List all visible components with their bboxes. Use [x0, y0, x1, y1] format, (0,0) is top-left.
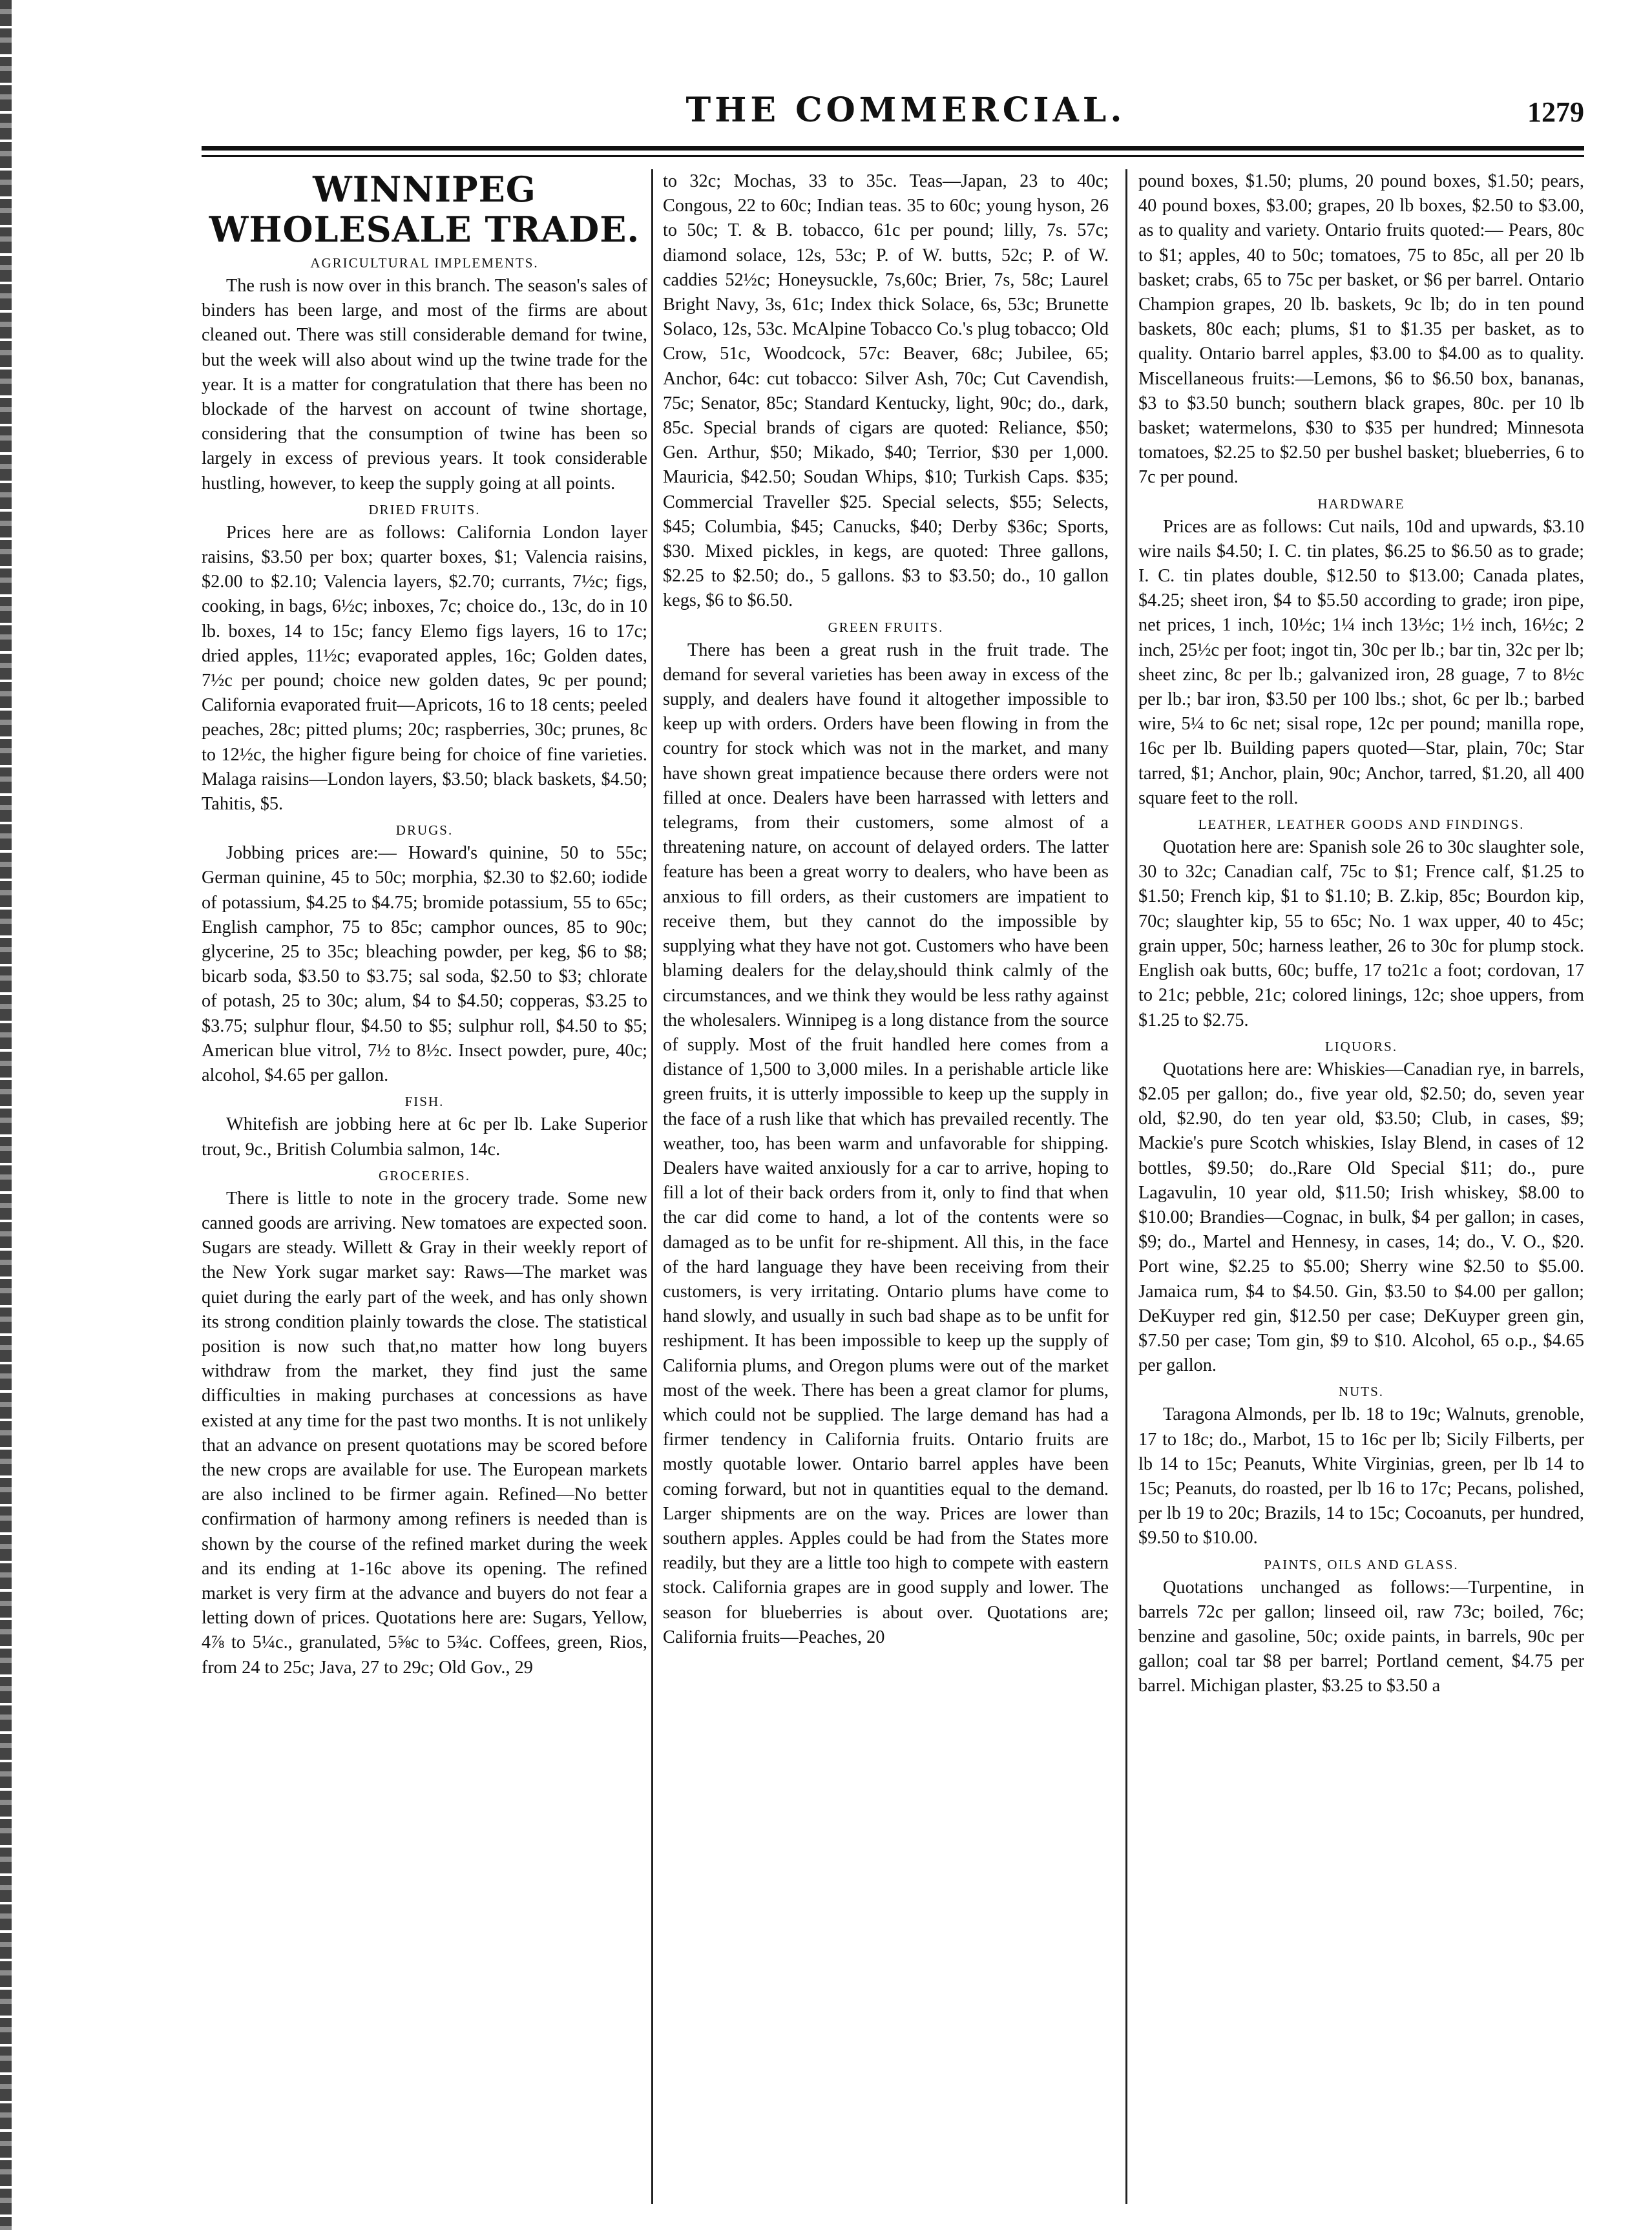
- header-rule-thin: [202, 155, 1584, 157]
- section-text: Prices here are as follows: California London layer raisins, $3.50 per box; quarter boxes, $1; Valencia raisins, $2.00 to $2.10; Valencia layers, $2.70; currants, 7½c; figs, cooking, in bags, 6½c; inboxes, 7c; choice do., 13c, do in 10 lb. boxes, 14 to 15c; fancy Elemo figs layers, 16 to 17c; dried apples, 11½c; evaporated apples, 16c; Golden dates, 7½c per pound; choice new golden dates, 9c per pound; California evaporated fruit—Apricots, 16 to 18 cents; peeled peaches, 28c; pitted plums; 20c; raspberries, 30c; prunes, 8c to 12½c, the higher figure being for choice of fine varieties. Malaga raisins—London layers, $3.50; black baskets, $4.50; Tahitis, $5.: [202, 522, 647, 815]
- section-heading: FISH.: [404, 1094, 444, 1110]
- section-text: Prices are as follows: Cut nails, 10d and upwards, $3.10 wire nails $4.50; I. C. tin plates, $6.25 to $6.50 as to grade; I. C. tin plates double, $12.50 to $13.00; Canada plates, $4.25; sheet iron, $4 to $5.50 according to grade; iron pipe, net prices, 1 inch, 10½c; 1¼ inch 13½c; 1½ inch, 16½c; 2 inch, 25½c per foot; ingot tin, 30c per lb.; bar tin, 32c per lb; sheet zinc, 8c per lb.; galvanized iron, 28 guage, 7 to 8½c per lb.; bar iron, $3.50 per 100 lbs.; shot, 6c per lb.; barbed wire, 5¼ to 6c net; sisal rope, 12c per pound; manilla rope, 16c per lb. Building papers quoted—Star, plain, 70c; Star tarred, $1; Anchor, plain, 90c; Anchor, tarred, $1.20, all 400 square feet to the roll.: [1138, 516, 1584, 808]
- section-heading: LIQUORS.: [1324, 1038, 1398, 1054]
- section-text-continued: pound boxes, $1.50; plums, 20 pound boxes, $1.50; pears, 40 pound boxes, $3.00; grapes, 20 lb boxes, $2.50 to $3.00, as to quality and variety. Ontario fruits quoted:— Pears, 80c to $1; apples, 40 to 50c; tomatoes, 75 to 85c, all per 20 lb basket; crabs, 65 to 75c per basket, or $6 per barrel. Ontario Champion grapes, 20 lb. baskets, 9c lb; do in ten pound baskets, 80c each; plums, $1 to $1.35 per basket, as to quality. Ontario barrel apples, $3.00 to $4.00 as to quality. Miscellaneous fruits:—Lemons, $6 to $6.50 box, bananas, $3 to $3.50 bunch; southern black grapes, 80c. per 10 lb basket; watermelons, $30 to $35 per hundred; Minnesota tomatoes, $2.25 to $2.50 per bushel basket; blueberries, 6 to 7c per pound.: [1138, 171, 1584, 488]
- section-heading: DRIED FRUITS.: [368, 501, 481, 517]
- header-rule-thick: [202, 146, 1584, 151]
- section-text: Whitefish are jobbing here at 6c per lb. Lake Superior trout, 9c., British Columbia salmon, 14c.: [202, 1114, 647, 1160]
- column-2: [663, 169, 1109, 2204]
- section-text: Quotations unchanged as follows:—Turpentine, in barrels 72c per gallon; linseed oil, raw 73c; boiled, 76c; benzine and gasoline, 50c; oxide paints, in barrels, 90c per gallon; coal tar $8 per barrel; Portland cement, $4.75 per barrel. Michigan plaster, $3.25 to $3.50 a: [1138, 1577, 1584, 1696]
- section-text: There is little to note in the grocery trade. Some new canned goods are arriving. New tomatoes are expected soon. Sugars are steady. Willett & Gray in their weekly report of the New York sugar market say: Raws—The market was quiet during the early part of the week, and has only shown its strong condition plainly towards the close. The statistical position is now such that,no matter how long buyers withdraw from the market, they find just the same difficulties in making purchases at concessions as have existed at any time for the past two months. It is not unlikely that an advance on present quotations may be scored before the new crops are available for use. The European markets are also inclined to be firmer again. Refined—No better confirmation of harmony among refiners is needed than is shown by the course of the refined market during the week and its ending at 1-16c above its opening. The refined market is very firm at the advance and buyers do not fear a letting down of prices. Quotations here are: Sugars, Yellow, 4⅞ to 5¼c., granulated, 5⅝c to 5¾c. Coffees, green, Rios, from 24 to 25c; Java, 27 to 29c; Old Gov., 29: [202, 1188, 647, 1678]
- section-text: Jobbing prices are:— Howard's quinine, 50 to 55c; German quinine, 45 to 50c; morphia, $2.30 to $2.60; iodide of potassium, $4.25 to $4.75; bromide potassium, 55 to 65c; English camphor, 75 to 85c; camphor ounces, 85 to 90c; glycerine, 25 to 35c; bleaching powder, per keg, $6 to $8; bicarb soda, $3.50 to $3.75; sal soda, $2.50 to $3; chlorate of potash, 25 to 30c; alum, $4 to $4.50; copperas, $3.25 to $3.75; sulphur flour, $4.50 to $5; sulphur roll, $4.50 to $5; American blue vitrol, 7½ to 8½c. Insect powder, pure, 40c; alcohol, $4.65 per gallon.: [202, 843, 647, 1086]
- column-divider: [651, 169, 653, 2204]
- section-heading: NUTS.: [1338, 1384, 1385, 1400]
- section-text: There has been a great rush in the fruit trade. The demand for several varieties has been away in excess of the supply, and dealers have found it altogether impossible to keep up with orders. Orders have been flowing in from the country for stock which was not in the market, and many have shown great impatience because there orders were not filled at once. Dealers have been harrassed with letters and telegrams, from their customers, some almost of a threatening nature, on account of delayed orders. The latter feature has been a great worry to dealers, who have been as anxious to fill orders, as their customers are impatient to receive them, but they cannot do the impossible by supplying what they have not got. Customers who have been blaming dealers for the delay,should think calmly of the circumstances, and we think they would be less rathy against the wholesalers. Winnipeg is a long distance from the source of supply. Most of the fruit handled here comes from a distance of 1,500 to 3,000 miles. In a perishable article like green fruits, it is utterly impossible to keep up the supply in the face of a rush like that which has prevailed recently. The weather, too, has been warm and unfavorable for shipping. Dealers have waited anxiously for a car to arrive, hoping to fill a lot of their back orders from it, only to find that when the car did come to hand, a lot of the contents were so damaged as to be unfit for re-shipment. All this, in the face of the hard language they have been receiving from their customers, is very irritating. Ontario plums have come to hand slowly, and usually in such bad shape as to be unfit for reshipment. It has been impossible to keep up the supply of California plums, and Oregon plums were out of the market most of the week. There has been a great clamor for plums, which could not be supplied. The large demand has had a firmer tendency in California fruits. Ontario fruits are mostly quotable lower. Ontario barrel apples have been coming forward, but not in quantities equal to the demand. Larger shipments are on the way. Prices are lower than southern apples. Apples could be had from the States more readily, but they are a little too high to compete with eastern stock. California grapes are in good supply and lower. The season for blueberries is about over. Quotations are; California fruits—Peaches, 20: [663, 640, 1109, 1647]
- publication-title: THE COMMERCIAL.: [685, 90, 1126, 130]
- section-text: Taragona Almonds, per lb. 18 to 19c; Walnuts, grenoble, 17 to 18c; do., Marbot, 15 to 16c per lb; Sicily Filberts, per lb 14 to 15c; Peanuts, White Virginias, green, per lb 14 to 15c; Peanuts, do roasted, per lb 16 to 17c; Pecans, polished, per lb 19 to 20c; Brazils, 14 to 15c; Cocoanuts, per hundred, $9.50 to $10.00.: [1138, 1404, 1584, 1548]
- section-text: Quotation here are: Spanish sole 26 to 30c slaughter sole, 30 to 32c; Canadian calf, 75c to $1; Frence calf, $1.25 to $1.50; French kip, $1 to $1.10; B. Z.kip, 85c; Bourdon kip, 70c; slaughter kip, 55 to 65c; No. 1 wax upper, 40 to 45c; grain upper, 50c; harness leather, 26 to 30c for plump stock. English oak butts, 60c; buffe, 17 to21c a foot; cordovan, 17 to 21c; pebble, 21c; colored linings, 12c; shoe uppers, from $1.25 to $2.75.: [1138, 837, 1584, 1030]
- section-heading: GROCERIES.: [379, 1167, 470, 1183]
- section-text: The rush is now over in this branch. The season's sales of binders has been large, and most of the firms are about cleaned out. There was still considerable demand for twine, but the week will also about wind up the twine trade for the year. It is a matter for congratulation that there has been no blockade of the harvest on account of twine shortage, considering that the consumption of twine has been so largely in excess of previous years. It took considerable hustling, however, to keep the supply going at all points.: [202, 276, 647, 494]
- masthead: [202, 90, 1584, 142]
- section-heading: DRUGS.: [395, 822, 454, 839]
- section-heading: PAINTS, OILS AND GLASS.: [1264, 1556, 1459, 1572]
- section-heading: HARDWARE: [1317, 495, 1405, 512]
- column-3: [1138, 169, 1584, 2204]
- section-heading: GREEN FRUITS.: [828, 619, 944, 635]
- column-divider: [1125, 169, 1127, 2204]
- section-heading: LEATHER, LEATHER GOODS AND FINDINGS.: [1198, 817, 1525, 833]
- page-number: 1279: [1527, 96, 1584, 128]
- binding-edge: [0, 0, 12, 2230]
- section-heading: AGRICULTURAL IMPLEMENTS.: [310, 255, 539, 271]
- column-1: [202, 169, 647, 2204]
- article-title: WINNIPEG WHOLESALE TRADE.: [209, 169, 640, 250]
- section-text-continued: to 32c; Mochas, 33 to 35c. Teas—Japan, 23 to 40c; Congous, 22 to 60c; Indian teas. 35 to 60c; young hyson, 26 to 50c; T. & B. tobacco, 61c per pound; lilly, 7s. 57c; diamond solace, 12s, 53c; P. of W. butts, 52c; P. of W. caddies 52½c; Honeysuckle, 7s,60c; Brier, 7s, 58c; Laurel Bright Navy, 3s, 61c; Index thick Solace, 6s, 53c; Brunette Solaco, 12s, 53c. McAlpine Tobacco Co.'s plug tobacco; Old Crow, 51c, Woodcock, 57c: Beaver, 68c; Jubilee, 65; Anchor, 64c: cut tobacco: Silver Ash, 70c; Cut Cavendish, 75c; Senator, 85c; Standard Kentucky, light, 90c; do., dark, 85c. Special brands of cigars are quoted: Reliance, $50; Gen. Arthur, $50; Mikado, $40; Terrior, $30 per 1,000. Mauricia, $42.50; Soudan Whips, $10; Turkish Caps. $35; Commercial Traveller $25. Special selects, $55; Selects, $45; Columbia, $45; Canucks, $40; Derby $36c; Sports, $30. Mixed pickles, in kegs, are quoted: Three gallons, $2.25 to $2.50; do., 5 gallons. $3 to $3.50; do., 10 gallon kegs, $6 to $6.50.: [663, 171, 1109, 611]
- section-text: Quotations here are: Whiskies—Canadian rye, in barrels, $2.05 per gallon; do., five year old, $2.50; do, seven year old, $2.90, do ten year old, $3.50; Club, in cases, $9; Mackie's pure Scotch whiskies, Islay Blend, in cases of 12 bottles, $9.50; do.,Rare Old Special $11; do., pure Lagavulin, 10 year old, $11.50; Irish whiskey, $8.00 to $10.00; Brandies—Cognac, in bulk, $4 per gallon; in cases, $9; do., Martel and Hennesy, in cases, 14; do., V. O., $20. Port wine, $2.25 to $5.00; Sherry wine $2.50 to $5.00. Jamaica rum, $4 to $4.50. Gin, $3.50 to $4.00 per gallon; DeKuyper red gin, $12.50 per case; DeKuyper green gin, $7.50 per case; Tom gin, $9 to $10. Alcohol, 65 o.p., $4.65 per gallon.: [1138, 1059, 1584, 1376]
